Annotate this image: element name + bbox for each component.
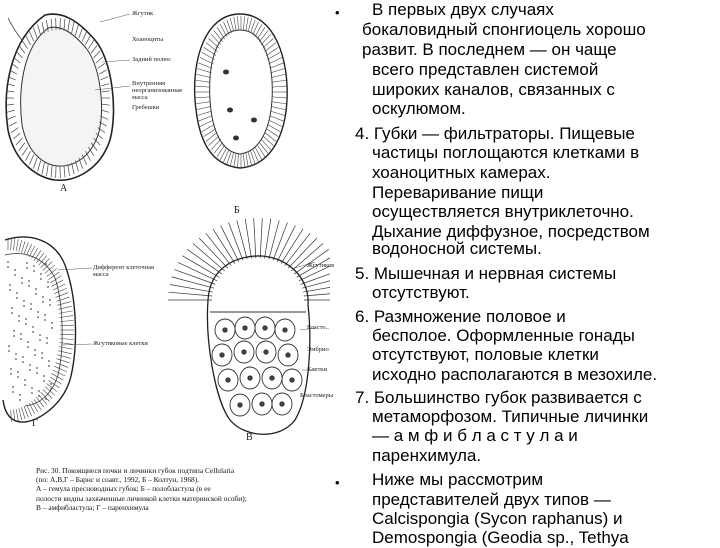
text-line: широких каналов, связанных с	[372, 80, 615, 100]
text-line: В первых двух случаях	[372, 0, 554, 20]
text-line: всего представлен системой	[372, 60, 598, 80]
text-line: 6. Размножение половое и	[355, 307, 566, 327]
text-line: паренхимула.	[372, 446, 481, 466]
text-line: — а м ф и б л а с т у л а и	[372, 426, 578, 446]
bullet-marker: •	[335, 473, 340, 493]
sponge-larvae-figure	[0, 0, 330, 540]
label-v-blastomeres: Бластомеры	[300, 392, 333, 399]
text-line: Demospongia (Geodia sp., Tethya	[372, 528, 629, 548]
label-v-cells: Клетки	[307, 366, 327, 373]
text-line: 5. Мышечная и нервная системы	[355, 264, 616, 284]
figure-g-parenchymula	[3, 237, 92, 422]
label-g-mass-1: Дифферент клеточная	[93, 264, 154, 271]
text-line: бокаловидный спонгиоцель хорошо	[362, 20, 646, 40]
text-line: 7. Большинство губок развивается с	[355, 388, 642, 408]
text-line: исходно располагаются в мезохиле.	[372, 365, 657, 385]
bullet-marker: •	[335, 3, 340, 23]
text-line: Переваривание пищи	[372, 183, 543, 203]
label-v-flagellar: Жгутиков	[307, 262, 334, 269]
text-line: водоносной системы.	[372, 239, 542, 259]
figure-a-gemmule	[6, 14, 130, 180]
caption-line: полости видны захваченные личинкой клетки материнской особи);	[36, 494, 332, 503]
label-a-posterior-pole: Задний полюс	[132, 56, 171, 63]
label-g-flagellar-cells: Жгутиковые клетки	[93, 340, 148, 347]
panel-letter-g: Г	[32, 418, 38, 429]
panel-letter-v: В	[246, 432, 253, 443]
text-line: развит. В последнем — он чаще	[362, 40, 617, 60]
text-line: частицы поглощаются клетками в	[372, 143, 639, 163]
slide-text	[335, 0, 720, 540]
label-a-choanocytes: Хоаноциты	[132, 36, 163, 43]
label-a-inner-1: Внутренняя	[132, 80, 165, 87]
text-line: 4. Губки — фильтраторы. Пищевые	[355, 124, 635, 144]
label-a-inner-2: неорганизованная	[132, 87, 182, 94]
caption-line: (по: А,В,Г – Барнс и соавт., 1992, Б – Колтун, 1968).	[36, 475, 332, 484]
text-line: осуществляется внутриклеточно.	[372, 202, 634, 222]
label-a-inner-3: масса	[132, 94, 148, 101]
panel-letter-a: А	[60, 183, 67, 194]
label-a-flagellum: Жгутик	[132, 10, 153, 17]
text-line: метаморфозом. Типичные личинки	[372, 407, 648, 427]
label-v-blasto: Бласто..	[307, 324, 329, 331]
text-line: Ниже мы рассмотрим	[372, 470, 543, 490]
text-line: Calcispongia (Sycon raphanus) и	[372, 509, 622, 529]
label-v-embryo: Эмбрио	[307, 346, 329, 353]
figure-caption	[36, 466, 332, 512]
text-line: отсутствуют.	[372, 283, 470, 303]
label-g-mass-2: масса	[93, 271, 109, 278]
text-line: отсутствуют, половые клетки	[372, 345, 599, 365]
label-a-combs: Гребешки	[132, 104, 159, 111]
text-line: представителей двух типов —	[372, 490, 611, 510]
figure-v-amphiblastula	[168, 218, 330, 434]
figure-b-poloblastula	[195, 14, 288, 168]
caption-line: А – гемула пресноводных губок; Б – полобластула (в ее	[36, 484, 332, 493]
text-line: бесполое. Оформленные гонады	[372, 326, 635, 346]
caption-line: Рис. 30. Покоящиеся почки и личинки губок подтипа Cellularia	[36, 466, 332, 475]
text-line: Дыхание диффузное, посредством	[372, 222, 650, 242]
text-line: хоаноцитных камерах.	[372, 163, 550, 183]
panel-letter-b: Б	[234, 205, 240, 216]
caption-line: В – амфибластула; Г – паренхимула	[36, 503, 332, 512]
text-line: оскулюмом.	[372, 99, 466, 119]
